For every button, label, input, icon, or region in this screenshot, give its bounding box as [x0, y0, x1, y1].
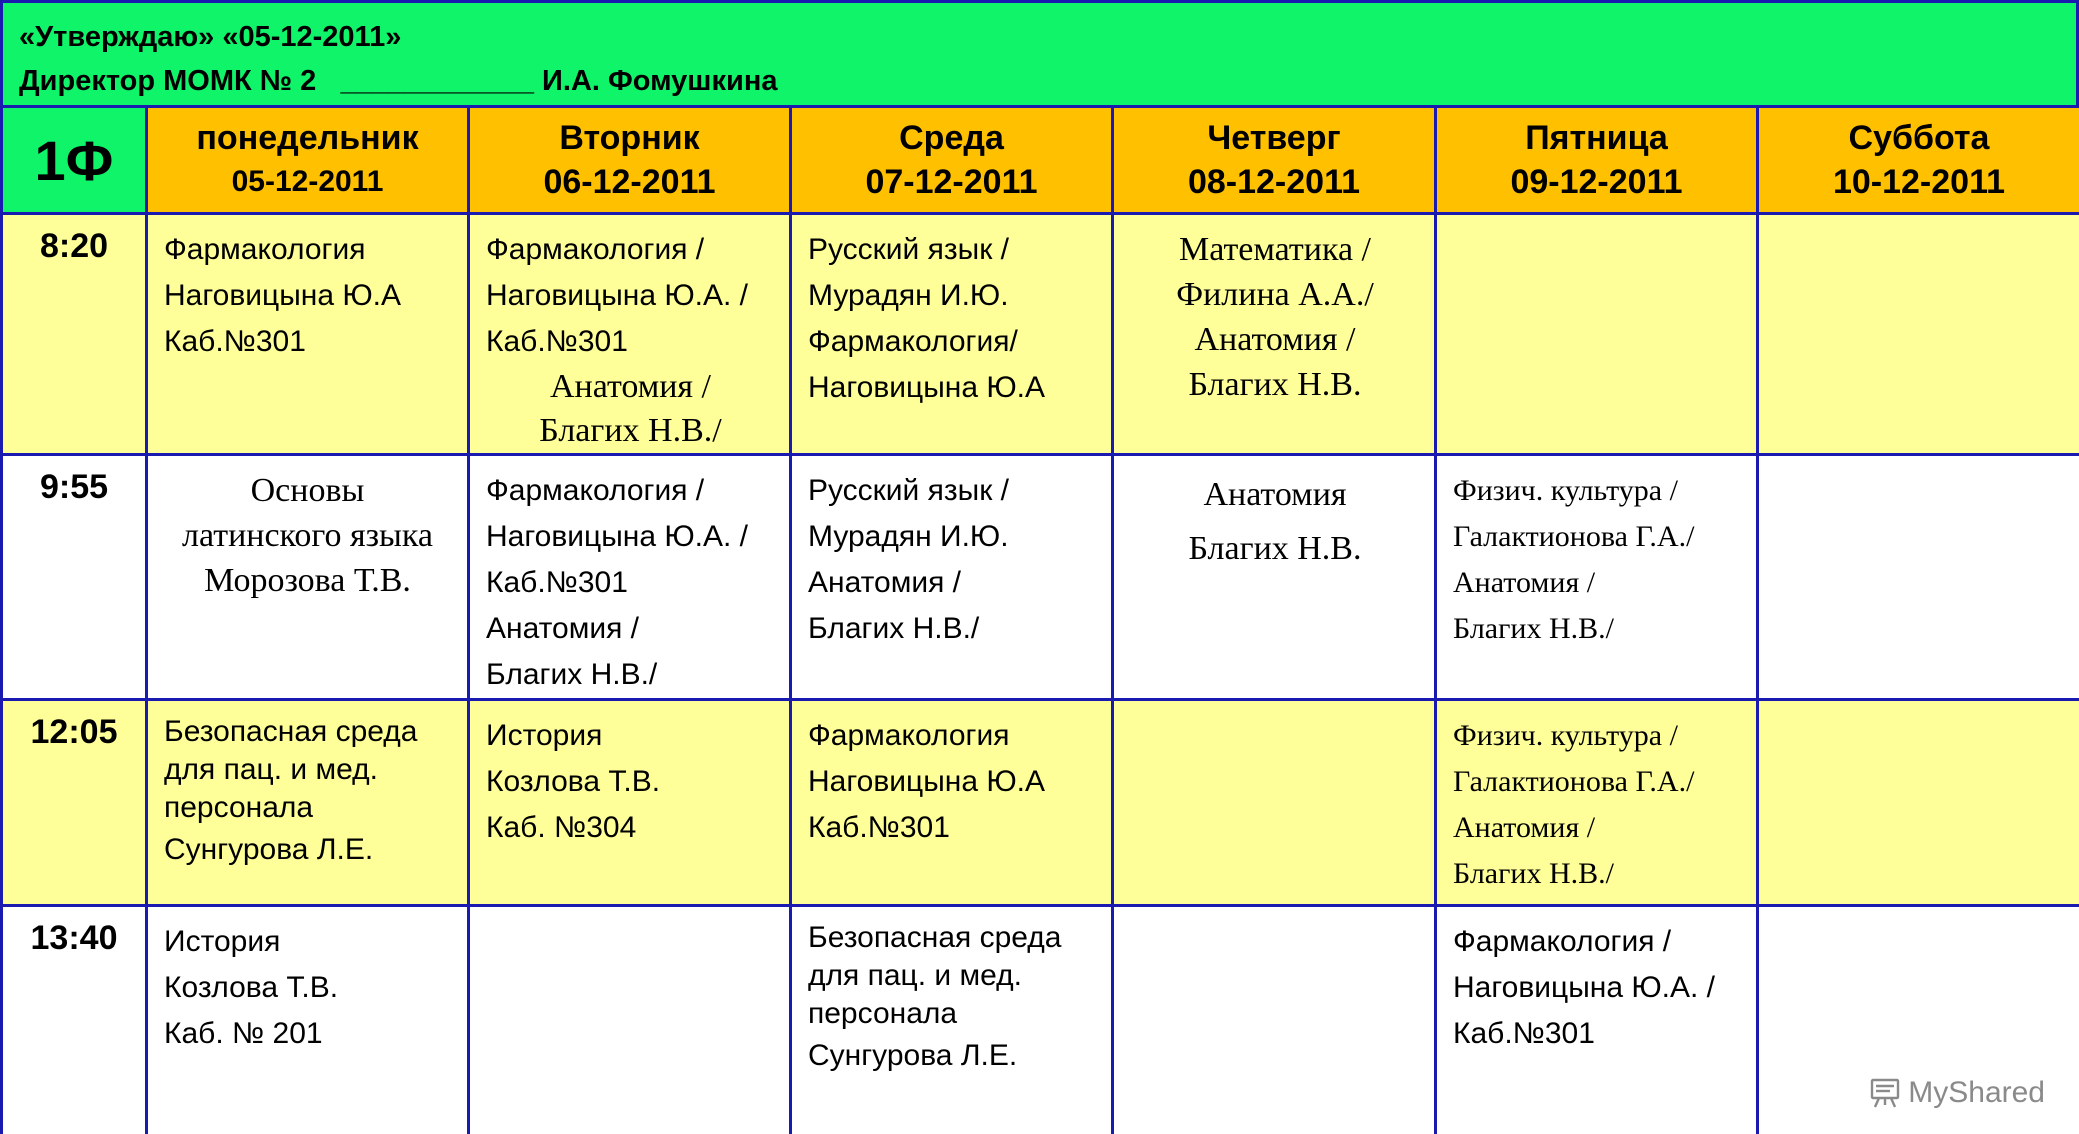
projector-screen-icon: [1868, 1076, 1902, 1110]
lesson-line: персонала: [808, 997, 958, 1030]
lesson-line: Сунгурова Л.Е.: [164, 833, 374, 866]
day-header-saturday: [1758, 107, 2079, 214]
approval-line: «Утверждаю» «05-12-2011»: [19, 21, 402, 53]
lesson-cell-empty: [1758, 455, 2079, 700]
lesson-line: Мурадян И.Ю.: [808, 520, 1009, 553]
lesson-line: Галактионова Г.А./: [1453, 765, 1695, 798]
day-date: 09-12-2011: [1510, 163, 1683, 201]
lesson-line: Каб.№301: [1453, 1017, 1595, 1050]
lesson-line: Анатомия /: [1453, 811, 1596, 844]
lesson-line: Мурадян И.Ю.: [808, 279, 1009, 312]
day-header-friday: [1436, 107, 1758, 214]
lesson-cell: [791, 906, 1113, 1134]
lesson-cell-empty: [1113, 700, 1436, 906]
day-date: 07-12-2011: [865, 163, 1038, 201]
lesson-line: Благих Н.В./: [808, 612, 980, 645]
lesson-line: Фармакология: [808, 719, 1010, 752]
lesson-line: Благих Н.В.: [1188, 366, 1362, 403]
lesson-line: Фармакология/: [808, 325, 1018, 358]
day-name: Среда: [899, 119, 1004, 157]
lesson-line: Галактионова Г.А./: [1453, 520, 1695, 553]
lesson-cell-empty: [1758, 214, 2079, 455]
lesson-cell: [147, 455, 469, 700]
time-slot-row: [2, 700, 2079, 906]
lesson-line: для пац. и мед.: [808, 959, 1022, 992]
day-date: 10-12-2011: [1832, 163, 2006, 201]
day-header-thursday: [1113, 107, 1436, 214]
time-slot-row: [2, 455, 2079, 700]
lesson-line: Наговицына Ю.А. /: [486, 520, 749, 553]
lesson-line: Анатомия /: [549, 368, 712, 405]
lesson-line: Основы: [250, 472, 365, 509]
header-row: [2, 107, 2079, 214]
lesson-cell-empty: [1758, 700, 2079, 906]
time-slot-row: [2, 906, 2079, 1134]
lesson-line: Наговицына Ю.А. /: [486, 279, 749, 312]
lesson-cell-empty: [469, 906, 791, 1134]
lesson-cell: [469, 700, 791, 906]
lesson-line: Анатомия: [1203, 476, 1347, 513]
lesson-cell: [1113, 214, 1436, 455]
lesson-line: Наговицына Ю.А: [808, 765, 1045, 798]
day-name: Пятница: [1525, 119, 1668, 157]
day-date: 05-12-2011: [231, 165, 384, 198]
lesson-line: Русский язык /: [808, 233, 1010, 266]
lesson-line: Благих Н.В./: [1453, 857, 1614, 890]
day-name: Суббота: [1848, 119, 1990, 157]
lesson-cell: [1436, 455, 1758, 700]
lesson-cell-empty: [1113, 906, 1436, 1134]
lesson-line: Физич. культура /: [1453, 719, 1678, 752]
watermark-text: MyShared: [1908, 1076, 2045, 1109]
lesson-line: Анатомия /: [808, 566, 961, 599]
lesson-cell: [791, 214, 1113, 455]
lesson-line: Фармакология /: [486, 474, 705, 507]
lesson-line: Благих Н.В./: [1453, 612, 1614, 645]
lesson-cell: [469, 214, 791, 455]
lesson-line: Анатомия /: [1453, 566, 1596, 599]
lesson-cell: [791, 455, 1113, 700]
day-header-monday: [147, 107, 469, 214]
lesson-line: Наговицына Ю.А. /: [1453, 971, 1716, 1004]
director-line: Директор МОМК № 2 ____________ И.А. Фомушкина: [19, 65, 778, 97]
watermark: [1868, 1076, 2045, 1110]
schedule-table: [0, 105, 2079, 1134]
lesson-line: Каб.№301: [486, 566, 628, 599]
lesson-line: Наговицына Ю.А: [164, 279, 401, 312]
lesson-line: Фармакология /: [1453, 925, 1672, 958]
lesson-line: Козлова Т.В.: [486, 765, 661, 798]
time-slot-row: [2, 214, 2079, 455]
lesson-line: Каб. № 201: [164, 1017, 323, 1050]
time-label: 9:55: [2, 455, 147, 700]
lesson-cell: [791, 700, 1113, 906]
lesson-line: Благих Н.В.: [1188, 530, 1362, 567]
day-name: понедельник: [196, 119, 419, 157]
lesson-cell: [469, 455, 791, 700]
lesson-line: История: [486, 719, 603, 752]
lesson-cell: [1436, 906, 1758, 1134]
lesson-cell: [147, 214, 469, 455]
approval-banner: [0, 0, 2079, 105]
lesson-cell: [1436, 700, 1758, 906]
time-label: 12:05: [2, 700, 147, 906]
day-date: 06-12-2011: [543, 163, 716, 201]
lesson-line: Анатомия /: [486, 612, 639, 645]
lesson-line: Русский язык /: [808, 474, 1010, 507]
time-label: 8:20: [2, 214, 147, 455]
lesson-line: Фармакология: [164, 233, 366, 266]
lesson-line: персонала: [164, 791, 314, 824]
lesson-line: Сунгурова Л.Е.: [808, 1039, 1018, 1072]
lesson-line: Физич. культура /: [1453, 474, 1678, 507]
lesson-line: История: [164, 925, 281, 958]
time-label: 13:40: [2, 906, 147, 1134]
lesson-cell: [1113, 455, 1436, 700]
day-name: Вторник: [559, 119, 700, 157]
lesson-line: Каб. №304: [486, 811, 637, 844]
group-label: 1Ф: [2, 107, 147, 214]
lesson-line: Математика /: [1179, 231, 1371, 268]
lesson-line: Морозова Т.В.: [204, 562, 411, 599]
day-header-wednesday: [791, 107, 1113, 214]
lesson-cell: [147, 906, 469, 1134]
lesson-line: Наговицына Ю.А: [808, 371, 1045, 404]
day-date: 08-12-2011: [1187, 163, 1361, 201]
lesson-line: Фармакология /: [486, 233, 705, 266]
lesson-line: латинского языка: [182, 517, 433, 554]
day-name: Четверг: [1207, 119, 1341, 157]
lesson-line: Безопасная среда: [808, 921, 1062, 954]
lesson-line: Благих Н.В./: [486, 658, 658, 691]
lesson-line: Благих Н.В./: [539, 412, 722, 449]
lesson-cell: [147, 700, 469, 906]
lesson-cell-empty: [1436, 214, 1758, 455]
lesson-line: Анатомия /: [1194, 321, 1356, 358]
lesson-line: Безопасная среда: [164, 715, 418, 748]
lesson-line: Каб.№301: [808, 811, 950, 844]
lesson-line: Филина А.А./: [1176, 276, 1374, 313]
lesson-line: для пац. и мед.: [164, 753, 378, 786]
lesson-line: Каб.№301: [486, 325, 628, 358]
day-header-tuesday: [469, 107, 791, 214]
lesson-line: Козлова Т.В.: [164, 971, 339, 1004]
lesson-line: Каб.№301: [164, 325, 306, 358]
